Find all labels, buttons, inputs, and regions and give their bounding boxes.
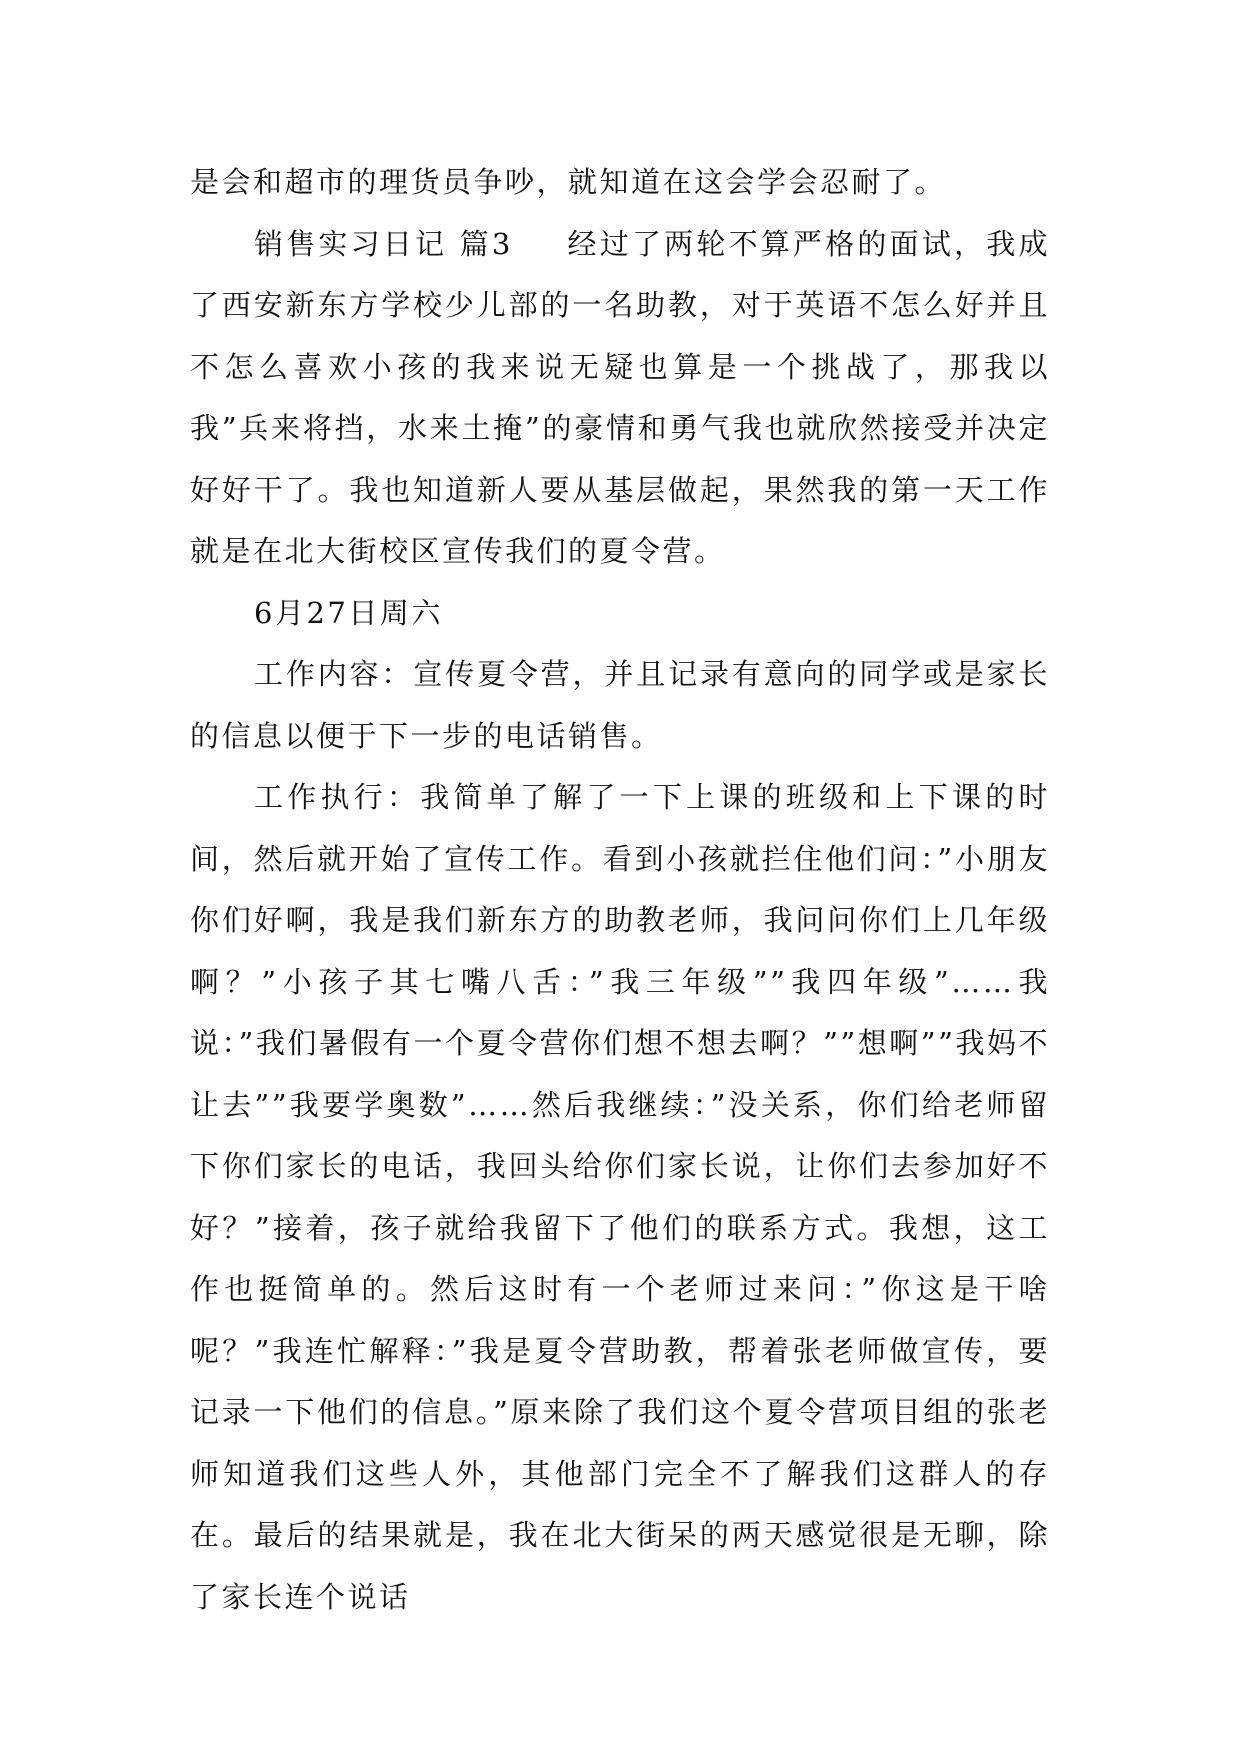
document-body bbox=[190, 152, 1050, 1628]
paragraph-work-content: 工作内容：宣传夏令营，并且记录有意向的同学或是家长的信息以便于下一步的电话销售。 bbox=[190, 657, 1050, 753]
diary-entry-intro: 经过了两轮不算严格的面试，我成了西安新东方学校少儿部的一名助教，对于英语不怎么好并且不怎么喜欢小孩的我来说无疑也算是一个挑战了，那我以我”兵来将挡，水来土掩”的豪情和勇气我也就欣然接受并决定好好干了。我也知道新人要从基层做起，果然我的第一天工作就是在北大街校区宣传我们的夏令营。 bbox=[190, 226, 1050, 568]
diary-entry-heading: 销售实习日记 篇3 bbox=[254, 226, 513, 261]
paragraph-continuation: 是会和超市的理货员争吵，就知道在这会学会忍耐了。 bbox=[190, 165, 947, 199]
paragraph-diary-heading bbox=[190, 214, 1050, 583]
paragraph-work-execution: 工作执行：我简单了解了一下上课的班级和上下课的时间，然后就开始了宣传工作。看到小孩就拦住他们问：”小朋友你们好啊，我是我们新东方的助教老师，我问问你们上几年级啊？”小孩子其七嘴八舌：”我三年级””我四年级”……我说：”我们暑假有一个夏令营你们想不想去啊？””想啊””我妈不让去””我要学奥数”……然后我继续：”没关系，你们给老师留下你们家长的电话，我回头给你们家长说，让你们去参加好不好？”接着，孩子就给我留下了他们的联系方式。我想，这工作也挺简单的。然后这时有一个老师过来问：”你这是干啥呢？”我连忙解释：”我是夏令营助教，帮着张老师做宣传，要记录一下他们的信息。”原来除了我们这个夏令营项目组的张老师知道我们这些人外，其他部门完全不了解我们这群人的存在。最后的结果就是，我在北大街呆的两天感觉很是无聊，除了家长连个说话 bbox=[190, 780, 1050, 1614]
diary-date: 6月27日周六 bbox=[254, 595, 443, 630]
